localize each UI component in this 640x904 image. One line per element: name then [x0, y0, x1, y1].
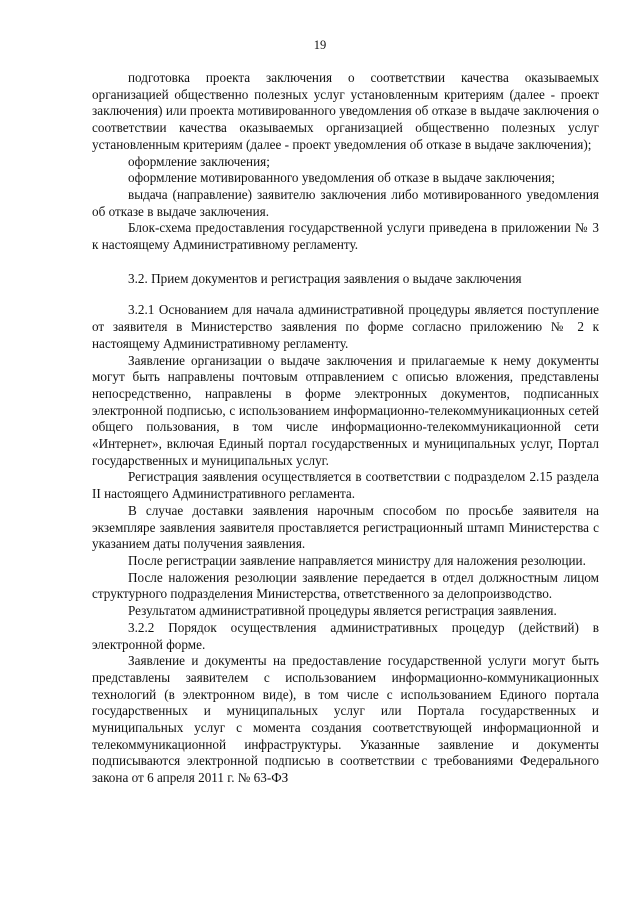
spacer [92, 287, 599, 302]
paragraph-electronic-submission: Заявление и документы на предоставление государственной услуги могут быть представлены заявителем с использованием информационно-коммуникационных технологий (в электронном виде), в том числе с использованием Единого портала государственных и муниципальных услуг или Портала государственных и муниципальных услуг с момента создания соответствующей информационной и телекоммуникационной инфраструктуры. Указанные заявление и документы подписываются электронной подписью в соответствии с требованиями Федерального закона от 6 апреля 2011 г. № 63-ФЗ [92, 653, 599, 786]
spacer [92, 254, 599, 271]
paragraph-stages-issuance: выдача (направление) заявителю заключения либо мотивированного уведомления об отказе в выдаче заключения. [92, 186, 599, 219]
paragraph-procedure-result: Результатом административной процедуры является регистрация заявления. [128, 603, 557, 619]
paragraph-registration: Регистрация заявления осуществляется в соответствии с подразделом 2.15 раздела II настоящего Административного регламента. [92, 469, 599, 502]
paragraph-submission-methods: Заявление организации о выдаче заключения и прилагаемые к нему документы могут быть направлены почтовым отправлением с описью вложения, представлены непосредственно, направлены в форме электронных документов, подписанных электронной подписью, с использованием информационно-телекоммуникационных сетей общего пользования, в том числе информационно-телекоммуникационной сети «Интернет», включая Единый портал государственных и муниципальных услуг, Портал государственных и муниципальных услуг. [92, 352, 599, 468]
paragraph-minister-resolution: После регистрации заявление направляется министру для наложения резолюции. [128, 552, 586, 568]
document-body [92, 70, 599, 787]
section-heading-3-2: 3.2. Прием документов и регистрация заявления о выдаче заключения [128, 270, 522, 286]
paragraph-stages-preparation: подготовка проекта заключения о соответствии качества оказываемых организацией общественно полезных услуг установленным критериям (далее - проект заключения) или проекта мотивированного уведомления об отказе в выдаче заключения о соответствии качества оказываемых организацией общественно полезных услуг установленным критериям (далее - проект уведомления об отказе в выдаче заключения); [92, 70, 599, 152]
paragraph-stages-refusal: оформление мотивированного уведомления об отказе в выдаче заключения; [128, 170, 555, 186]
paragraph-department-transfer: После наложения резолюции заявление передается в отдел должностным лицом структурного подразделения Министерства, ответственного за делопроизводство. [92, 569, 599, 602]
paragraph-flowchart-reference: Блок-схема предоставления государственной услуги приведена в приложении № 3 к настоящему Административному регламенту. [92, 220, 599, 253]
paragraph-3-2-2: 3.2.2 Порядок осуществления административных процедур (действий) в электронной форме. [92, 619, 599, 652]
paragraph-stages-formalization: оформление заключения; [128, 153, 270, 169]
paragraph-courier-delivery: В случае доставки заявления нарочным способом по просьбе заявителя на экземпляре заявления заявителя проставляется регистрационный штамп Министерства с указанием даты получения заявления. [92, 502, 599, 552]
page-number: 19 [313, 38, 327, 52]
paragraph-3-2-1: 3.2.1 Основанием для начала административной процедуры является поступление от заявителя в Министерство заявления по форме согласно приложению № 2 к настоящему Административному регламенту. [92, 302, 599, 351]
